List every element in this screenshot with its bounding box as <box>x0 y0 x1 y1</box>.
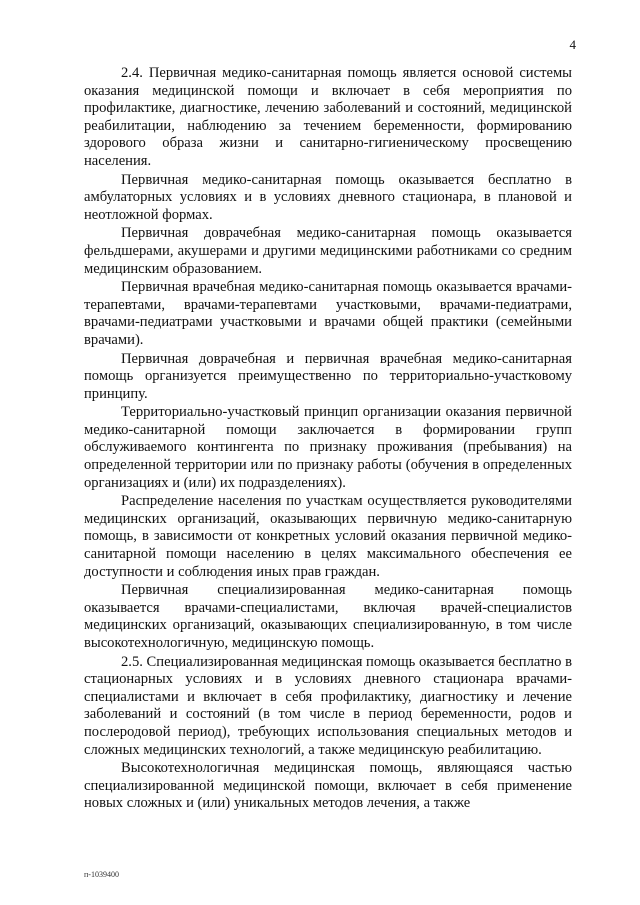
document-body <box>84 65 572 814</box>
paragraph-pre-medical-care: Первичная доврачебная медико-санитарная помощь оказывается фельдшерами, акушерами и другими медицинскими работниками со средним медицинским образованием. <box>84 225 572 277</box>
paragraph-2-5: 2.5. Специализированная медицинская помощь оказывается бесплатно в стационарных условиях и в условиях дневного стационара врачами-специалистами и включает в себя профилактику, диагностику и лечение заболеваний и состояний (в том числе в период беременности, родов и послеродовой период), требующих использования специальных методов и сложных медицинских технологий, а также медицинскую реабилитацию. <box>84 653 572 758</box>
paragraph-population-distribution: Распределение населения по участкам осуществляется руководителями медицинских организаций, оказывающих первичную медико-санитарную помощь, в зависимости от конкретных условий оказания первичной медико-санитарной помощи населению в целях максимального обеспечения ее доступности и соблюдения иных прав граждан. <box>84 493 572 580</box>
paragraph-territorial-definition: Территориально-участковый принцип организации оказания первичной медико-санитарной помощи заключается в формировании групп обслуживаемого контингента по признаку проживания (пребывания) на определенной территории или по признаку работы (обучения в определенных организациях и (или) их подразделениях). <box>84 404 572 491</box>
paragraph-2-4: 2.4. Первичная медико-санитарная помощь является основой системы оказания медицинской помощи и включает в себя мероприятия по профилактике, диагностике, лечению заболеваний и состояний, медицинской реабилитации, наблюдению за течением беременности, формированию здорового образа жизни и санитарно-гигиеническому просвещению населения. <box>84 65 572 169</box>
paragraph-territorial-principle: Первичная доврачебная и первичная врачебная медико-санитарная помощь организуется преимущественно по территориально-участковому принципу. <box>84 350 572 402</box>
paragraph-free-of-charge: Первичная медико-санитарная помощь оказывается бесплатно в амбулаторных условиях и в условиях дневного стационара, в плановой и неотложной формах. <box>84 171 572 223</box>
paragraph-medical-care: Первичная врачебная медико-санитарная помощь оказывается врачами-терапевтами, врачами-терапевтами участковыми, врачами-педиатрами, врачами-педиатрами участковыми и врачами общей практики (семейными врачами). <box>84 279 572 348</box>
paragraph-specialized-primary-care: Первичная специализированная медико-санитарная помощь оказывается врачами-специалистами, включая врачей-специалистов медицинских организаций, оказывающих специализированную, в том числе высокотехнологичную, медицинскую помощь. <box>84 582 572 651</box>
paragraph-high-tech-care: Высокотехнологичная медицинская помощь, являющаяся частью специализированной медицинской помощи, включает в себя применение новых сложных и (или) уникальных методов лечения, а также <box>84 760 572 812</box>
page-number: 4 <box>569 37 576 52</box>
footer-document-code: п-1039400 <box>84 870 119 879</box>
